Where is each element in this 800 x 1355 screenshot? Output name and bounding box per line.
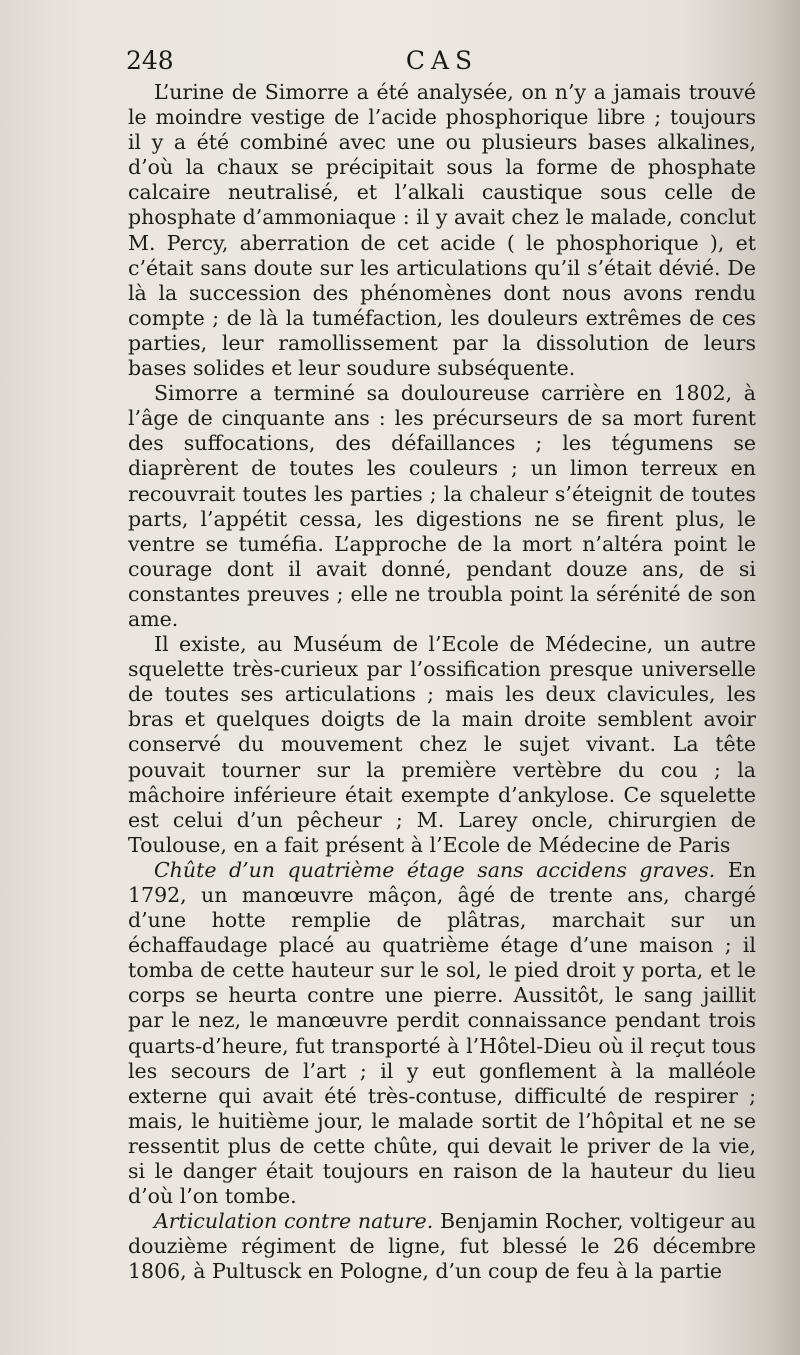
page-number: 248 <box>126 46 174 75</box>
body-text <box>128 80 756 1285</box>
paragraph-museum-skeleton <box>128 632 756 858</box>
paragraph-text: Simorre a terminé sa douloureuse carrière en 1802, à l’âge de cinquante ans : les précurseurs de sa mort furent des suffocations, des défaillances ; les tégumens se diaprèrent de toutes les couleurs ; un limon terreux en recouvrait toutes les parties ; la chaleur s’éteignit de toutes parts, l’appétit cessa, les digestions ne se firent plus, le ventre se tuméfia. L’approche de la mort n’altéra point le courage dont il avait donné, pendant douze ans, de si constantes preuves ; elle ne troubla point la sérénité de son ame. <box>128 381 756 631</box>
paragraph-fall-fourth-floor <box>128 858 756 1209</box>
paragraph-lead: Articulation contre nature. <box>154 1209 434 1234</box>
paragraph-lead: Chûte d’un quatrième étage sans accidens graves. <box>154 857 716 882</box>
running-head: CAS <box>405 46 479 75</box>
paragraph-text: Il existe, au Muséum de l’Ecole de Médecine, un autre squelette très-curieux par l’ossification presque universelle de toutes ses articulations ; mais les deux clavicules, les bras et quelques doigts de la main droite semblent avoir conservé du mouvement chez le sujet vivant. La tête pouvait tourner sur la première vertèbre du cou ; la mâchoire inférieure était exempte d’ankylose. Ce squelette est celui d’un pêcheur ; M. Larey oncle, chirurgien de Toulouse, en a fait présent à l’Ecole de Médecine de Paris <box>128 632 756 857</box>
paragraph-false-articulation <box>128 1209 756 1284</box>
paragraph-urine-analysis <box>128 80 756 381</box>
paragraph-text: Benjamin Rocher, voltigeur au douzième régiment de ligne, fut blessé le 26 décembre 1806, à Pultusck en Pologne, d’un coup de feu à la partie <box>128 1209 756 1284</box>
paragraph-text: L’urine de Simorre a été analysée, on n’y a jamais trouvé le moindre vestige de l’acide phosphorique libre ; toujours il y a été combiné avec une ou plusieurs bases alkalines, d’où la chaux se précipitait sous la forme de phosphate calcaire neutralisé, et l’alkali caustique sous celle de phosphate d’ammoniaque : il y avait chez le malade, conclut M. Percy, aberration de cet acide ( le phosphorique ), et c’était sans doute sur les articulations qu’il s’était dévié. De là la succession des phénomènes dont nous avons rendu compte ; de là la tuméfaction, les douleurs extrêmes de ces parties, leur ramollissement par la dissolution de leurs bases solides et leur soudure subséquente. <box>128 80 756 381</box>
paragraph-text: En 1792, un manœuvre mâçon, âgé de trente ans, chargé d’une hotte remplie de plâtras, marchait sur un échaffaudage placé au quatrième étage d’une maison ; il tomba de cette hauteur sur le sol, le pied droit y porta, et le corps se heurta contre une pierre. Aussitôt, le sang jaillit par le nez, le manœuvre perdit connaissance pendant trois quarts-d’heure, fut transporté à l’Hôtel-Dieu où il reçut tous les secours de l’art ; il y eut gonflement à la malléole externe qui avait été très-contuse, difficulté de respirer ; mais, le huitième jour, le malade sortit de l’hôpital et ne se ressentit plus de cette chûte, qui devait le priver de la vie, si le danger était toujours en raison de la hauteur du lieu d’où l’on tombe. <box>128 857 757 1209</box>
page-header <box>126 42 758 82</box>
paragraph-simorre-death <box>128 381 756 632</box>
